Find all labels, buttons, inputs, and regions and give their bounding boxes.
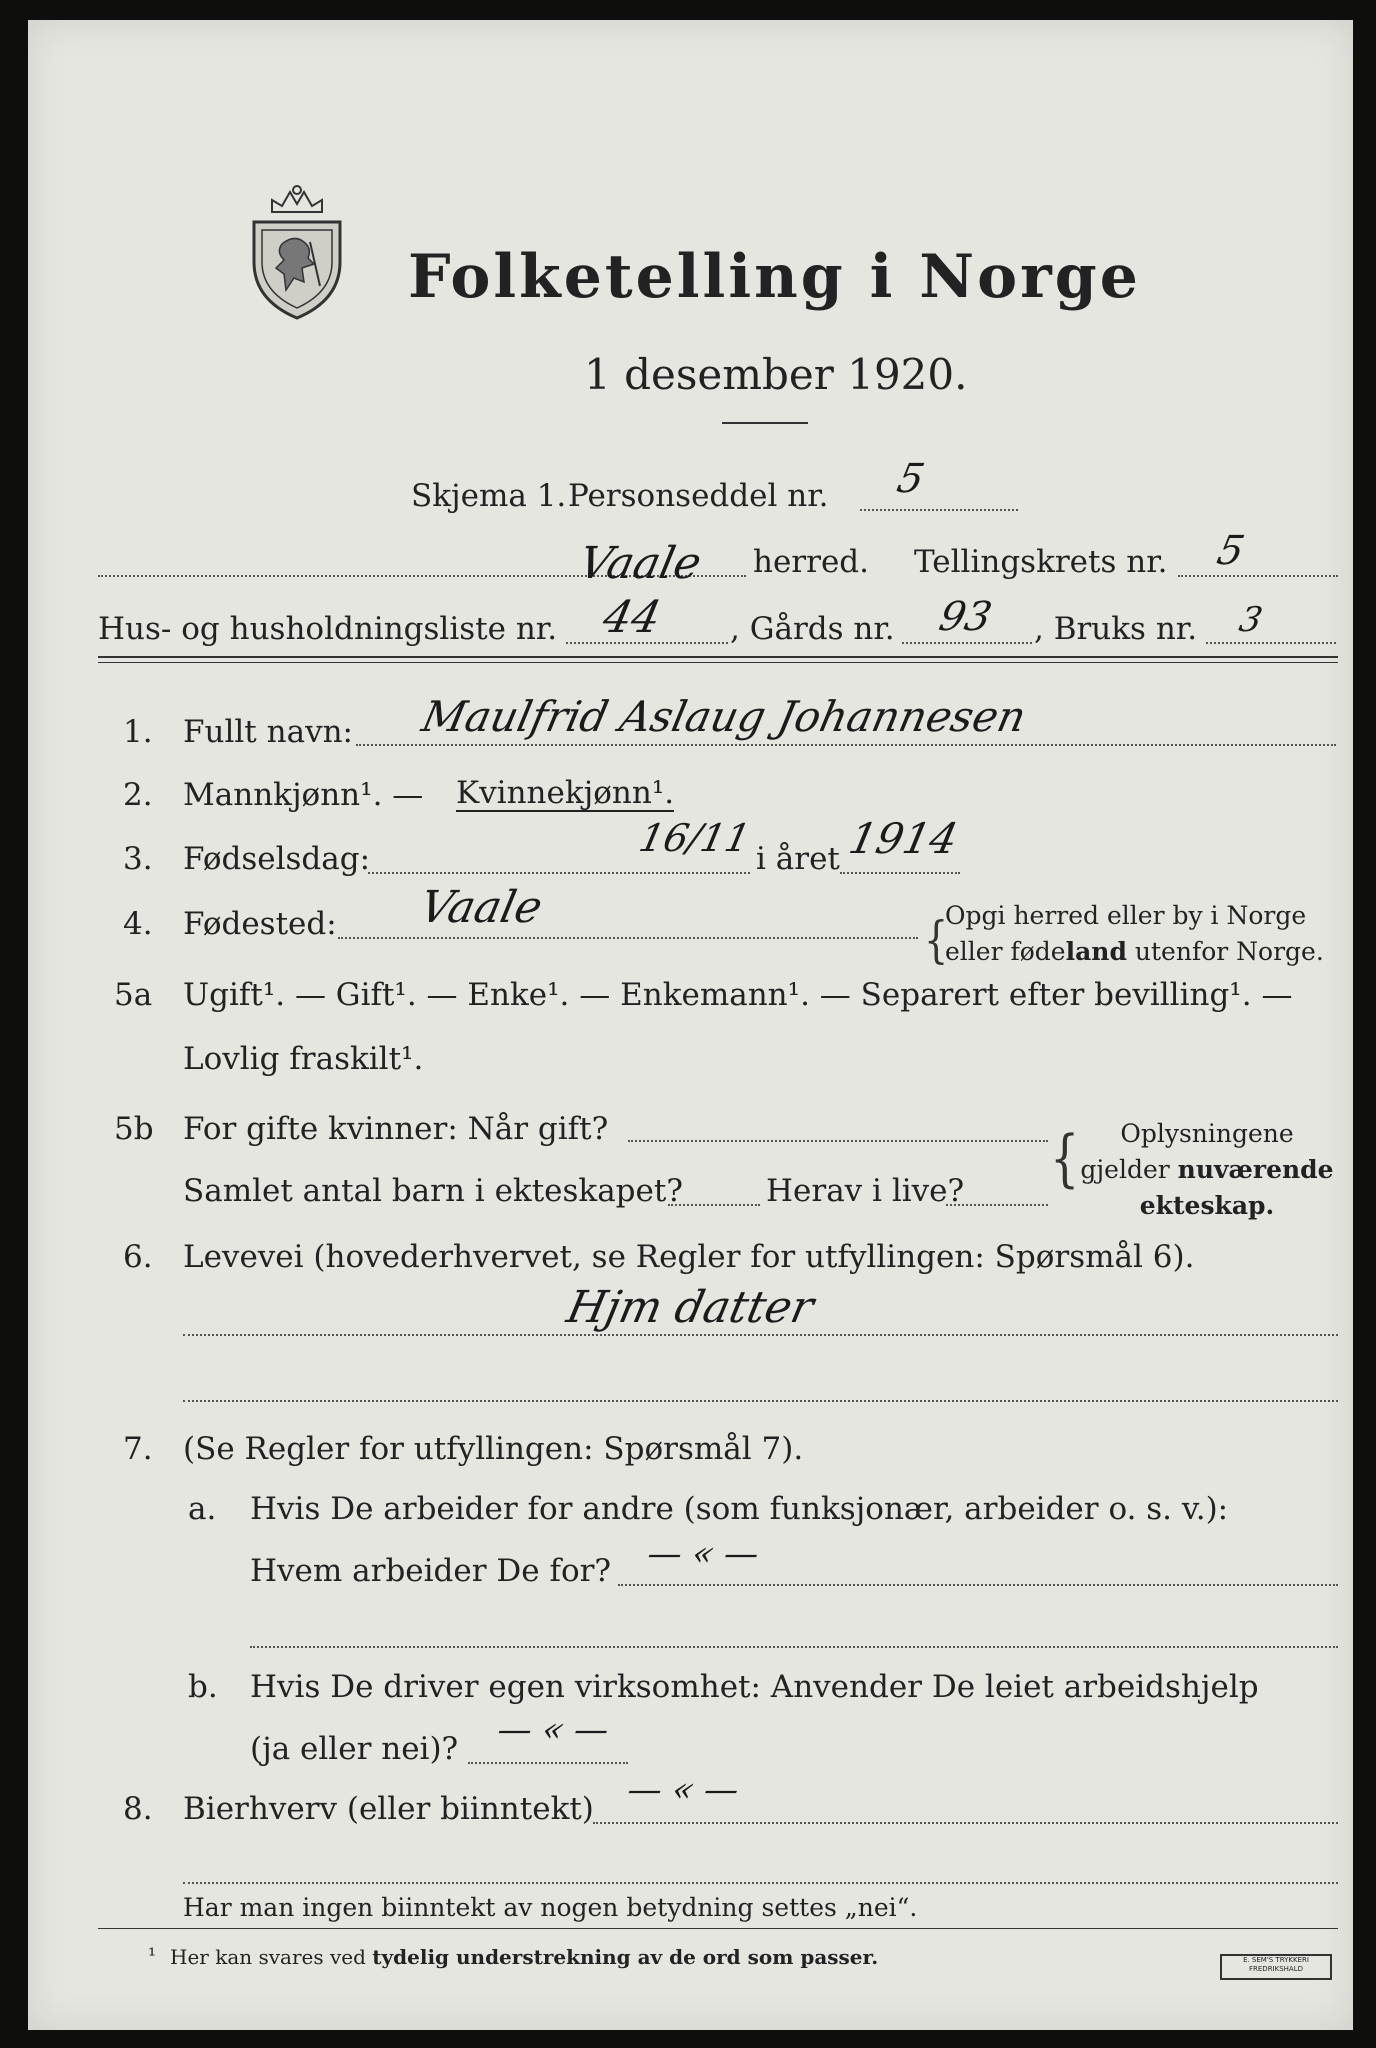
footnote-text: Her kan svares ved tydelig understrekning av de ord som passer. — [170, 1945, 879, 1969]
tellingskrets-value: 5 — [1213, 528, 1249, 574]
hus-value: 44 — [598, 592, 666, 643]
form-title: Folketelling i Norge — [408, 242, 1141, 312]
q4-number: 4. — [123, 906, 153, 942]
q7a-label: Hvis De arbeider for andre (som funksjonær, arbeider o. s. v.): — [250, 1491, 1229, 1527]
gards-value: 93 — [935, 594, 996, 640]
q5b-note-3: ekteskap. — [1139, 1191, 1275, 1220]
schema-label: Skjema 1. — [411, 478, 567, 514]
q7b-label-2: (ja eller nei)? — [250, 1731, 459, 1767]
q3-value: 16/11 — [635, 816, 755, 860]
census-date: 1 desember 1920. — [584, 350, 968, 399]
q7-label: (Se Regler for utfyllingen: Spørsmål 7). — [183, 1431, 804, 1467]
q5b-label-3: Herav i live? — [766, 1173, 965, 1209]
q2-number: 2. — [123, 777, 153, 813]
q4-label: Fødested: — [183, 906, 337, 942]
coat-of-arms-icon — [242, 182, 352, 322]
q6-value: Hjm datter — [562, 1282, 818, 1333]
biinntekt-note: Har man ingen biinntekt av nogen betydning settes „nei“. — [183, 1893, 918, 1922]
personseddel-value: 5 — [893, 456, 929, 502]
tellingskrets-label: Tellingskrets nr. — [914, 544, 1168, 580]
q5b-line-2 — [668, 1204, 760, 1206]
q7a-line — [618, 1584, 1338, 1586]
q4-note-1: Opgi herred eller by i Norge — [945, 901, 1307, 930]
gards-label: , Gårds nr. — [730, 611, 895, 647]
q5b-label-2: Samlet antal barn i ekteskapet? — [183, 1173, 683, 1209]
q2-label-male: Mannkjønn¹. — — [183, 777, 424, 813]
q7a-value: — « — — [643, 1534, 763, 1574]
herred-value: Vaale — [574, 538, 706, 589]
q5b-note-2: gjelder nuværende — [1080, 1155, 1334, 1184]
q1-label: Fullt navn: — [183, 714, 353, 750]
personseddel-label: Personseddel nr. — [568, 478, 829, 514]
q2-label-female: Kvinnekjønn¹. — [456, 775, 675, 811]
q5b-brace: { — [1050, 1121, 1080, 1195]
q3-year-value: 1914 — [844, 814, 963, 863]
tellingskrets-line — [1178, 575, 1338, 577]
q3-year-label: i året — [756, 841, 840, 877]
bruks-value: 3 — [1235, 600, 1266, 640]
q6-label: Levevei (hovederhvervet, se Regler for utfyllingen: Spørsmål 6). — [183, 1239, 1195, 1275]
census-form — [28, 20, 1353, 2030]
header-rule — [98, 656, 1338, 658]
q8-number: 8. — [123, 1791, 153, 1827]
q5b-line-1 — [628, 1140, 1048, 1142]
footnote-mark: ¹ — [148, 1943, 157, 1967]
q5b-note-1: Oplysningene — [1120, 1119, 1294, 1148]
q7b-value: — « — — [493, 1710, 613, 1750]
q4-note-2: eller fødeland utenfor Norge. — [945, 937, 1324, 966]
q1-value: Maulfrid Aslaug Johannesen — [417, 692, 1031, 741]
q7b-number: b. — [188, 1669, 218, 1705]
q6-line-2 — [183, 1400, 1338, 1402]
hus-label: Hus- og husholdningsliste nr. — [98, 611, 558, 647]
gards-line — [902, 642, 1032, 644]
q8-value: — « — — [623, 1770, 743, 1810]
bruks-line — [1206, 642, 1336, 644]
q8-label: Bierhverv (eller biinntekt) — [183, 1791, 594, 1827]
q8-line — [593, 1822, 1338, 1824]
q7-number: 7. — [123, 1431, 153, 1467]
q4-line — [338, 937, 918, 939]
q6-line-1 — [183, 1334, 1338, 1336]
q4-brace: { — [924, 911, 949, 969]
personseddel-line — [860, 509, 1018, 511]
q5a-number: 5a — [114, 977, 153, 1013]
q5a-label-2: Lovlig fraskilt¹. — [183, 1041, 424, 1077]
footnote-rule — [98, 1928, 1338, 1929]
divider — [722, 422, 808, 424]
q7a-number: a. — [188, 1491, 217, 1527]
printer-mark: E. SEM'S TRYKKERI FREDRIKSHALD — [1220, 1954, 1332, 1980]
herred-label: herred. — [753, 544, 869, 580]
q8-line-2 — [183, 1882, 1338, 1884]
q7a-line-2 — [250, 1646, 1338, 1648]
q3-year-line — [840, 872, 960, 874]
q4-value: Vaale — [415, 882, 547, 933]
q7b-line — [468, 1762, 628, 1764]
q1-line — [356, 744, 1336, 746]
header-rule-2 — [98, 662, 1338, 663]
q5b-label-1: For gifte kvinner: Når gift? — [183, 1111, 609, 1147]
q3-number: 3. — [123, 841, 153, 877]
q5b-number: 5b — [114, 1111, 154, 1147]
q3-label: Fødselsdag: — [183, 841, 371, 877]
q3-line — [368, 872, 750, 874]
q6-number: 6. — [123, 1239, 153, 1275]
q1-number: 1. — [123, 714, 153, 750]
q5a-label: Ugift¹. — Gift¹. — Enke¹. — Enkemann¹. — Separert efter bevilling¹. — — [183, 977, 1293, 1013]
bruks-label: , Bruks nr. — [1034, 611, 1198, 647]
q7b-label: Hvis De driver egen virksomhet: Anvender De leiet arbeidshjelp — [250, 1669, 1259, 1705]
q7a-label-2: Hvem arbeider De for? — [250, 1553, 612, 1589]
q5b-line-3 — [946, 1204, 1048, 1206]
